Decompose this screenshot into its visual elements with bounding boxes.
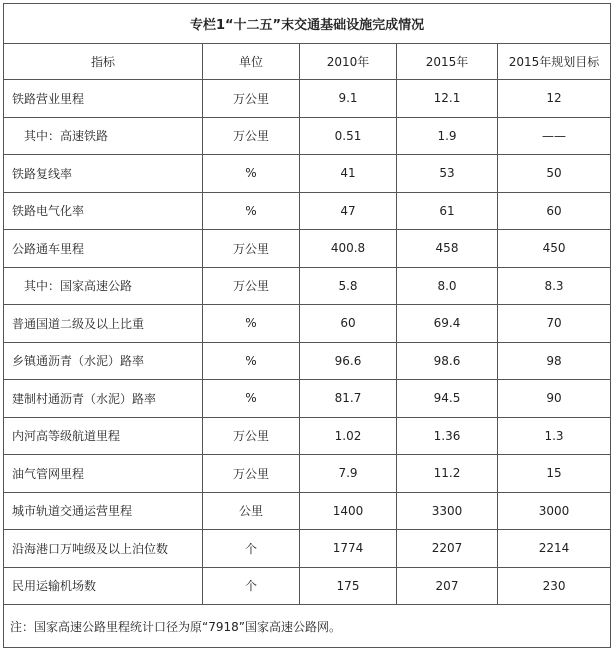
table-row [4, 80, 611, 118]
row-2015: 11.2 [397, 455, 498, 493]
header-row [4, 44, 611, 80]
row-2010: 1774 [300, 530, 397, 568]
row-name: 乡镇通沥青（水泥）路率 [4, 342, 203, 380]
row-target: 1.3 [498, 417, 611, 455]
row-unit: 万公里 [203, 230, 300, 268]
row-unit: % [203, 305, 300, 343]
table-row [4, 230, 611, 268]
row-target: 15 [498, 455, 611, 493]
row-target: 3000 [498, 492, 611, 530]
table-row [4, 380, 611, 418]
row-2010: 1400 [300, 492, 397, 530]
table-title: 专栏1“十二五”末交通基础设施完成情况 [4, 4, 611, 44]
row-target: 2214 [498, 530, 611, 568]
row-name: 油气管网里程 [4, 455, 203, 493]
row-2015: 3300 [397, 492, 498, 530]
row-2010: 0.51 [300, 117, 397, 155]
table-row [4, 342, 611, 380]
row-target: 50 [498, 155, 611, 193]
row-2015: 1.36 [397, 417, 498, 455]
row-name: 铁路电气化率 [4, 192, 203, 230]
row-2010: 9.1 [300, 80, 397, 118]
row-name: 其中：高速铁路 [4, 117, 203, 155]
row-unit: 万公里 [203, 117, 300, 155]
row-2015: 94.5 [397, 380, 498, 418]
header-indicator: 指标 [4, 44, 203, 80]
row-name: 建制村通沥青（水泥）路率 [4, 380, 203, 418]
table-row [4, 492, 611, 530]
table-note: 注：国家高速公路里程统计口径为原“7918”国家高速公路网。 [4, 605, 611, 648]
row-2015: 98.6 [397, 342, 498, 380]
row-2010: 7.9 [300, 455, 397, 493]
row-name: 公路通车里程 [4, 230, 203, 268]
table-row [4, 567, 611, 605]
row-unit: 个 [203, 530, 300, 568]
row-2015: 53 [397, 155, 498, 193]
row-2015: 2207 [397, 530, 498, 568]
row-target: 60 [498, 192, 611, 230]
table-row [4, 192, 611, 230]
row-name: 城市轨道交通运营里程 [4, 492, 203, 530]
row-2010: 1.02 [300, 417, 397, 455]
table-row [4, 155, 611, 193]
row-target: 12 [498, 80, 611, 118]
row-target: 230 [498, 567, 611, 605]
row-2010: 400.8 [300, 230, 397, 268]
note-row [4, 605, 611, 648]
row-unit: 万公里 [203, 80, 300, 118]
row-unit: % [203, 155, 300, 193]
header-2010: 2010年 [300, 44, 397, 80]
row-unit: % [203, 192, 300, 230]
row-2015: 61 [397, 192, 498, 230]
row-2010: 47 [300, 192, 397, 230]
table-row [4, 117, 611, 155]
row-target: 8.3 [498, 267, 611, 305]
table-row [4, 455, 611, 493]
row-target: 450 [498, 230, 611, 268]
row-2010: 96.6 [300, 342, 397, 380]
row-2015: 8.0 [397, 267, 498, 305]
row-unit: 万公里 [203, 417, 300, 455]
row-target: 70 [498, 305, 611, 343]
table-row [4, 530, 611, 568]
row-2010: 81.7 [300, 380, 397, 418]
row-target: 98 [498, 342, 611, 380]
infrastructure-table-container [3, 3, 610, 648]
table-row [4, 417, 611, 455]
row-2010: 5.8 [300, 267, 397, 305]
row-2010: 175 [300, 567, 397, 605]
table-row [4, 267, 611, 305]
row-unit: 个 [203, 567, 300, 605]
row-name: 沿海港口万吨级及以上泊位数 [4, 530, 203, 568]
row-name: 普通国道二级及以上比重 [4, 305, 203, 343]
row-unit: 万公里 [203, 267, 300, 305]
row-2015: 458 [397, 230, 498, 268]
row-name: 铁路营业里程 [4, 80, 203, 118]
row-unit: % [203, 342, 300, 380]
row-2015: 12.1 [397, 80, 498, 118]
row-2015: 1.9 [397, 117, 498, 155]
row-name: 民用运输机场数 [4, 567, 203, 605]
header-unit: 单位 [203, 44, 300, 80]
infrastructure-table [3, 3, 611, 648]
row-unit: % [203, 380, 300, 418]
row-unit: 万公里 [203, 455, 300, 493]
table-row [4, 305, 611, 343]
row-unit: 公里 [203, 492, 300, 530]
header-target: 2015年规划目标 [498, 44, 611, 80]
title-row [4, 4, 611, 44]
row-2010: 60 [300, 305, 397, 343]
row-2015: 207 [397, 567, 498, 605]
header-2015: 2015年 [397, 44, 498, 80]
row-2015: 69.4 [397, 305, 498, 343]
row-name: 铁路复线率 [4, 155, 203, 193]
row-name: 其中：国家高速公路 [4, 267, 203, 305]
row-2010: 41 [300, 155, 397, 193]
row-target: —— [498, 117, 611, 155]
row-name: 内河高等级航道里程 [4, 417, 203, 455]
row-target: 90 [498, 380, 611, 418]
